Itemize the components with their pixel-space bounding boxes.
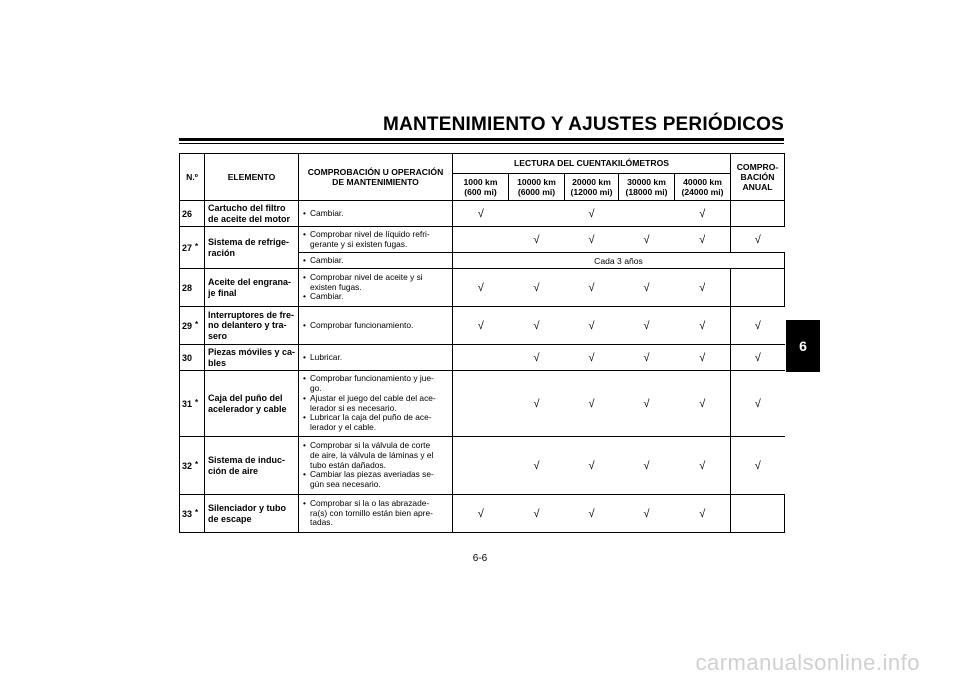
header-km-2: 10000 km (6000 mi) bbox=[509, 174, 565, 201]
check-mark: √ bbox=[675, 437, 731, 495]
page-number: 6-6 bbox=[472, 553, 488, 564]
header-km-3: 20000 km (12000 mi) bbox=[565, 174, 619, 201]
table-row bbox=[180, 269, 785, 307]
check-mark: √ bbox=[675, 269, 731, 307]
header-comprobacion: COMPROBACIÓN U OPERACIÓN DE MANTENIMIENTO bbox=[299, 154, 453, 201]
row-number: 28 bbox=[180, 269, 205, 307]
row-operation: • Comprobar funcionamiento y jue- go. • Ajustar el juego del cable del ace- lerador si es necesario. • Lubricar la caja del puño de ace- lerador y el cable. bbox=[299, 371, 453, 437]
check-mark: √ bbox=[565, 201, 619, 227]
row-element: Piezas móviles y ca- bles bbox=[205, 345, 299, 371]
check-mark: √ bbox=[675, 307, 731, 345]
check-mark: √ bbox=[565, 227, 619, 253]
table-row bbox=[180, 437, 785, 495]
check-mark: √ bbox=[565, 345, 619, 371]
header-lectura: LECTURA DEL CUENTAKILÓMETROS bbox=[453, 154, 731, 174]
row-element: Cartucho del filtro de aceite del motor bbox=[205, 201, 299, 227]
check-mark: √ bbox=[453, 269, 509, 307]
check-mark: √ bbox=[509, 437, 565, 495]
row-operation: • Comprobar funcionamiento. bbox=[299, 307, 453, 345]
check-mark: √ bbox=[619, 307, 675, 345]
header-km-5: 40000 km (24000 mi) bbox=[675, 174, 731, 201]
row-number: 30 bbox=[180, 345, 205, 371]
row-number: 31 * bbox=[180, 371, 205, 437]
table-row bbox=[180, 227, 785, 253]
check-mark: √ bbox=[675, 371, 731, 437]
table-row bbox=[180, 345, 785, 371]
title-rule-thick bbox=[179, 138, 784, 141]
header-elemento: ELEMENTO bbox=[205, 154, 299, 201]
check-mark: √ bbox=[453, 201, 509, 227]
header-km-4: 30000 km (18000 mi) bbox=[619, 174, 675, 201]
check-mark: √ bbox=[619, 269, 675, 307]
check-mark: √ bbox=[509, 345, 565, 371]
check-mark: √ bbox=[509, 307, 565, 345]
row-element: Sistema de induc- ción de aire bbox=[205, 437, 299, 495]
row-operation: • Cambiar. bbox=[299, 201, 453, 227]
check-mark: √ bbox=[565, 269, 619, 307]
check-mark: √ bbox=[509, 371, 565, 437]
maintenance-table bbox=[179, 153, 785, 533]
row-operation: • Comprobar nivel de aceite y si existen fugas. • Cambiar. bbox=[299, 269, 453, 307]
row-element: Aceite del engrana- je final bbox=[205, 269, 299, 307]
row-element: Silenciador y tubo de escape bbox=[205, 495, 299, 533]
check-mark: √ bbox=[565, 371, 619, 437]
row-number: 27 * bbox=[180, 227, 205, 269]
row-element: Caja del puño del acelerador y cable bbox=[205, 371, 299, 437]
row-number: 33 * bbox=[180, 495, 205, 533]
row-number: 29 * bbox=[180, 307, 205, 345]
row-operation: • Cambiar. bbox=[299, 253, 453, 269]
row-operation: • Comprobar si la válvula de corte de aire, la válvula de láminas y el tubo están dañados. • Cambiar las piezas averiadas se- gún sea necesario. bbox=[299, 437, 453, 495]
check-mark: √ bbox=[565, 437, 619, 495]
check-mark: √ bbox=[619, 371, 675, 437]
row-element: Sistema de refrige- ración bbox=[205, 227, 299, 269]
check-mark: √ bbox=[619, 227, 675, 253]
check-mark: √ bbox=[731, 371, 785, 437]
check-mark: √ bbox=[619, 345, 675, 371]
row-operation: • Comprobar nivel de líquido refri- gerante y si existen fugas. bbox=[299, 227, 453, 253]
row-element: Interruptores de fre- no delantero y tra- sero bbox=[205, 307, 299, 345]
table-row bbox=[180, 307, 785, 345]
chapter-tab: 6 bbox=[786, 320, 820, 372]
row-number: 32 * bbox=[180, 437, 205, 495]
check-mark: √ bbox=[509, 495, 565, 533]
check-mark: √ bbox=[731, 227, 785, 253]
check-mark: √ bbox=[675, 201, 731, 227]
check-mark: √ bbox=[675, 495, 731, 533]
page-title: MANTENIMIENTO Y AJUSTES PERIÓDICOS bbox=[383, 114, 784, 135]
title-rule-thin bbox=[179, 143, 784, 144]
watermark: carmanualsonline.info bbox=[695, 650, 920, 675]
row-number: 26 bbox=[180, 201, 205, 227]
check-mark: √ bbox=[731, 345, 785, 371]
row-operation: • Lubricar. bbox=[299, 345, 453, 371]
check-mark: √ bbox=[731, 437, 785, 495]
table-row bbox=[180, 495, 785, 533]
row-operation: • Comprobar si la o las abrazade- ra(s) con tornillo están bien apre- tadas. bbox=[299, 495, 453, 533]
check-mark: √ bbox=[453, 307, 509, 345]
check-mark: √ bbox=[565, 307, 619, 345]
check-mark: √ bbox=[509, 269, 565, 307]
check-mark: √ bbox=[509, 227, 565, 253]
check-mark: √ bbox=[453, 495, 509, 533]
check-mark: √ bbox=[731, 307, 785, 345]
header-no: N.º bbox=[180, 154, 205, 201]
header-anual: COMPRO- BACIÓN ANUAL bbox=[731, 154, 785, 201]
table-row bbox=[180, 201, 785, 227]
check-mark: √ bbox=[619, 495, 675, 533]
header-km-1: 1000 km (600 mi) bbox=[453, 174, 509, 201]
check-mark: √ bbox=[675, 345, 731, 371]
check-mark: √ bbox=[565, 495, 619, 533]
check-mark: √ bbox=[675, 227, 731, 253]
check-mark: √ bbox=[619, 437, 675, 495]
interval-note: Cada 3 años bbox=[453, 253, 785, 269]
table-row bbox=[180, 371, 785, 437]
